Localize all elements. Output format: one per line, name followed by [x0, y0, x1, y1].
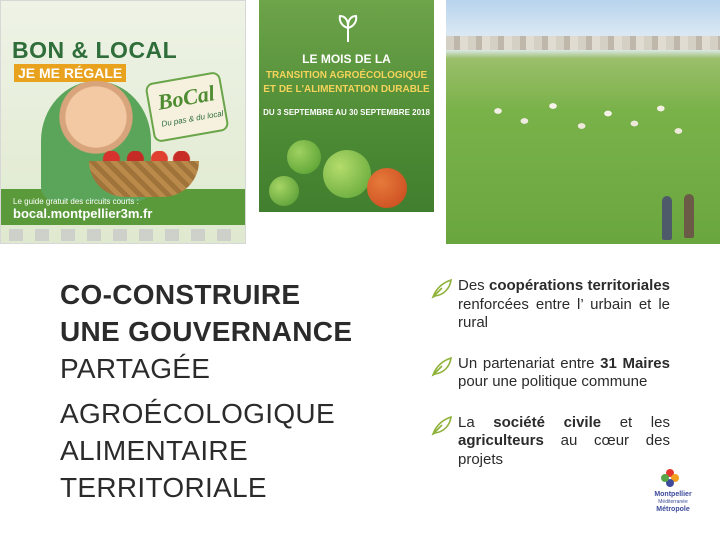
poster-title-line2: TRANSITION AGROÉCOLOGIQUE: [265, 70, 428, 81]
bullet-strong-text: coopérations territoriales: [488, 277, 671, 294]
logo-line: Montpellier: [654, 491, 692, 498]
poster-dates: DU 3 SEPTEMBRE AU 30 SEPTEMBRE 2018: [263, 108, 430, 117]
bullet-strong-text: agriculteurs: [458, 432, 544, 449]
heading-line: UNE GOUVERNANCE: [60, 316, 353, 347]
poster-url: bocal.montpellier3m.fr: [13, 206, 153, 221]
tomato-illustration: [287, 140, 321, 174]
leaf-bullet-icon: [430, 355, 454, 377]
bullet-strong-text: société civile: [493, 413, 602, 431]
poster-subtitle: JE ME RÉGALE: [14, 64, 126, 82]
bullet-text: au cœur des projets: [458, 432, 670, 468]
leaf-icon: [337, 14, 359, 44]
bocal-tag-word: BoCal: [155, 80, 217, 115]
sheep-flock: [476, 96, 696, 146]
heading-line: ALIMENTAIRE: [60, 435, 248, 466]
logo-line: Méditerranée: [658, 499, 688, 505]
partner-logos: [9, 229, 239, 241]
partner-logos: [259, 212, 434, 244]
tomato-illustration: [269, 176, 299, 206]
bullet-strong-text: 31 Maires: [600, 354, 670, 372]
bullet-text: et les: [601, 413, 670, 431]
poster-title: BON & LOCAL: [12, 37, 178, 63]
bullet-text: Des: [458, 277, 489, 294]
sheep-pasture-photo: [446, 0, 720, 244]
bullet-item: [430, 355, 670, 392]
person-figure: [662, 196, 672, 240]
tomato-illustration: [367, 168, 407, 208]
heading-line: CO-CONSTRUIRE: [60, 279, 301, 310]
poster-title-line1: LE MOIS DE LA: [302, 52, 391, 66]
slide-heading: [60, 276, 390, 506]
leaf-bullet-icon: [430, 277, 454, 299]
logo-line: Métropole: [656, 506, 690, 513]
bon-local-poster: [0, 0, 246, 244]
bullet-list: [430, 277, 670, 469]
heading-line: AGROÉCOLOGIQUE: [60, 398, 335, 429]
bullet-text: pour une politique commune: [458, 373, 648, 390]
bocal-tag-subtitle: Du pas & du local: [160, 108, 225, 129]
logo-text: [638, 490, 708, 514]
bullet-text: Un partenariat entre: [458, 354, 601, 372]
poster-title-line3: ET DE L'ALIMENTATION DURABLE: [263, 84, 430, 95]
heading-line: PARTAGÉE: [60, 353, 211, 384]
heading-line: TERRITORIALE: [60, 472, 267, 503]
bullet-item: [430, 277, 670, 333]
city-skyline: [446, 36, 720, 50]
logo-flower-icon: [660, 468, 680, 488]
bullet-text: La: [458, 413, 494, 431]
bullet-text: renforcées entre l’ urbain et le rural: [458, 295, 670, 331]
poster-guide-text: Le guide gratuit des circuits courts :: [13, 197, 139, 206]
bullet-item: [430, 414, 670, 470]
person-figure: [684, 194, 694, 238]
montpellier-metropole-logo: [638, 468, 708, 520]
bocal-tag: [144, 71, 229, 143]
mois-transition-poster: [259, 0, 434, 244]
tomato-illustration: [323, 150, 371, 198]
leaf-bullet-icon: [430, 414, 454, 436]
